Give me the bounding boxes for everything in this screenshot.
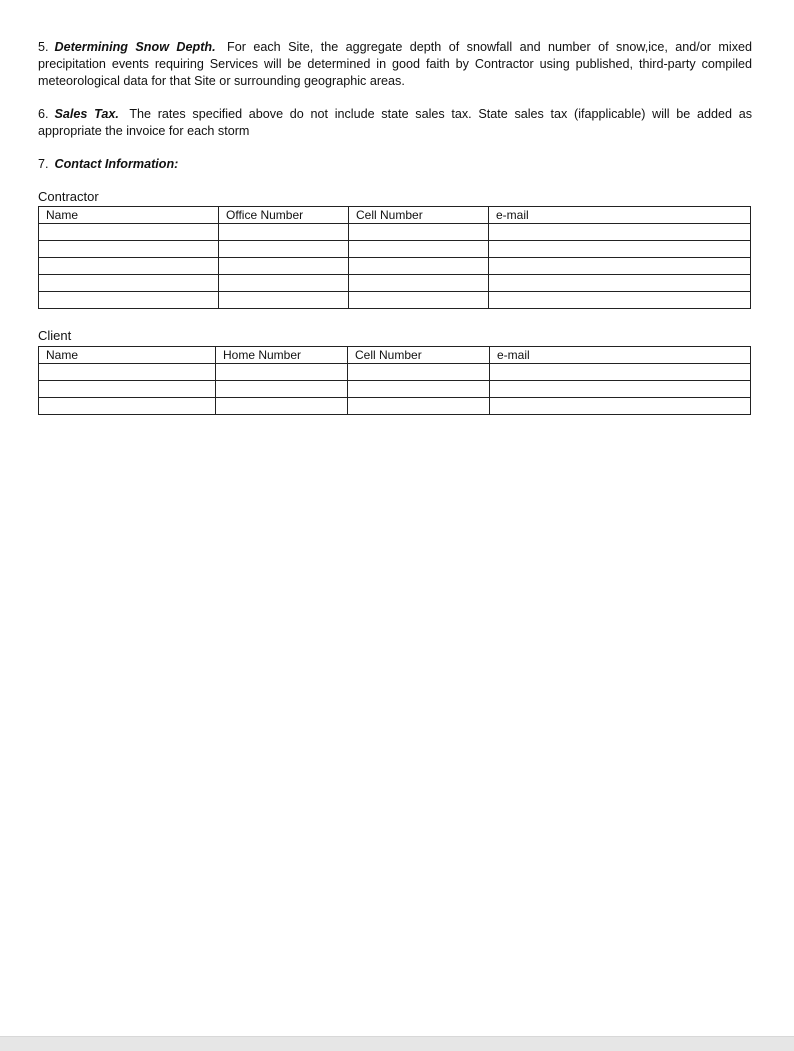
table-row	[39, 381, 751, 398]
email-cell[interactable]	[489, 258, 751, 275]
section-body: The rates specified above do not include state sales tax. State sales tax (ifapplicable) will be added as appropriate the invoice for each storm	[38, 107, 752, 138]
client-caption: Client	[38, 328, 72, 343]
column-header-email: e-mail	[489, 207, 751, 224]
name-cell[interactable]	[39, 381, 216, 398]
section-heading: Sales Tax.	[54, 107, 119, 121]
table-row	[39, 241, 751, 258]
name-cell[interactable]	[39, 292, 219, 309]
column-header-office-number: Office Number	[219, 207, 349, 224]
home-number-cell[interactable]	[216, 364, 348, 381]
table-row	[39, 398, 751, 415]
home-number-cell[interactable]	[216, 398, 348, 415]
column-header-home-number: Home Number	[216, 347, 348, 364]
section-heading: Contact Information:	[54, 157, 179, 171]
table-row	[39, 292, 751, 309]
cell-number-cell[interactable]	[348, 381, 490, 398]
table-row	[39, 275, 751, 292]
name-cell[interactable]	[39, 364, 216, 381]
contractor-caption: Contractor	[38, 189, 99, 204]
table-row	[39, 364, 751, 381]
section-number: 6.	[38, 107, 49, 121]
office-number-cell[interactable]	[219, 275, 349, 292]
email-cell[interactable]	[489, 241, 751, 258]
table-row	[39, 224, 751, 241]
section-6-paragraph	[38, 106, 752, 140]
contractor-contact-table	[38, 206, 751, 309]
section-5-paragraph	[38, 39, 752, 89]
name-cell[interactable]	[39, 275, 219, 292]
column-header-cell-number: Cell Number	[349, 207, 489, 224]
email-cell[interactable]	[489, 275, 751, 292]
section-7-paragraph	[38, 156, 752, 173]
column-header-email: e-mail	[490, 347, 751, 364]
cell-number-cell[interactable]	[348, 398, 490, 415]
column-header-name: Name	[39, 207, 219, 224]
office-number-cell[interactable]	[219, 258, 349, 275]
name-cell[interactable]	[39, 241, 219, 258]
office-number-cell[interactable]	[219, 292, 349, 309]
column-header-cell-number: Cell Number	[348, 347, 490, 364]
email-cell[interactable]	[490, 381, 751, 398]
cell-number-cell[interactable]	[349, 258, 489, 275]
email-cell[interactable]	[490, 364, 751, 381]
office-number-cell[interactable]	[219, 224, 349, 241]
name-cell[interactable]	[39, 258, 219, 275]
email-cell[interactable]	[489, 292, 751, 309]
table-row	[39, 258, 751, 275]
section-number: 7.	[38, 157, 49, 171]
client-contact-table	[38, 346, 751, 415]
section-heading: Determining Snow Depth.	[54, 40, 216, 54]
cell-number-cell[interactable]	[349, 275, 489, 292]
email-cell[interactable]	[489, 224, 751, 241]
cell-number-cell[interactable]	[348, 364, 490, 381]
section-body: For each Site, the aggregate depth of snowfall and number of snow,ice, and/or mixed precipitation events requiring Services will be determined in good faith by Contractor using published, third-party compiled meteorological data for that Site or surrounding geographic areas.	[38, 40, 753, 88]
name-cell[interactable]	[39, 398, 216, 415]
cell-number-cell[interactable]	[349, 224, 489, 241]
viewer-bottom-bar	[0, 1036, 794, 1051]
office-number-cell[interactable]	[219, 241, 349, 258]
table-header-row	[39, 347, 751, 364]
email-cell[interactable]	[490, 398, 751, 415]
name-cell[interactable]	[39, 224, 219, 241]
table-header-row	[39, 207, 751, 224]
column-header-name: Name	[39, 347, 216, 364]
cell-number-cell[interactable]	[349, 292, 489, 309]
home-number-cell[interactable]	[216, 381, 348, 398]
cell-number-cell[interactable]	[349, 241, 489, 258]
section-number: 5.	[38, 40, 49, 54]
